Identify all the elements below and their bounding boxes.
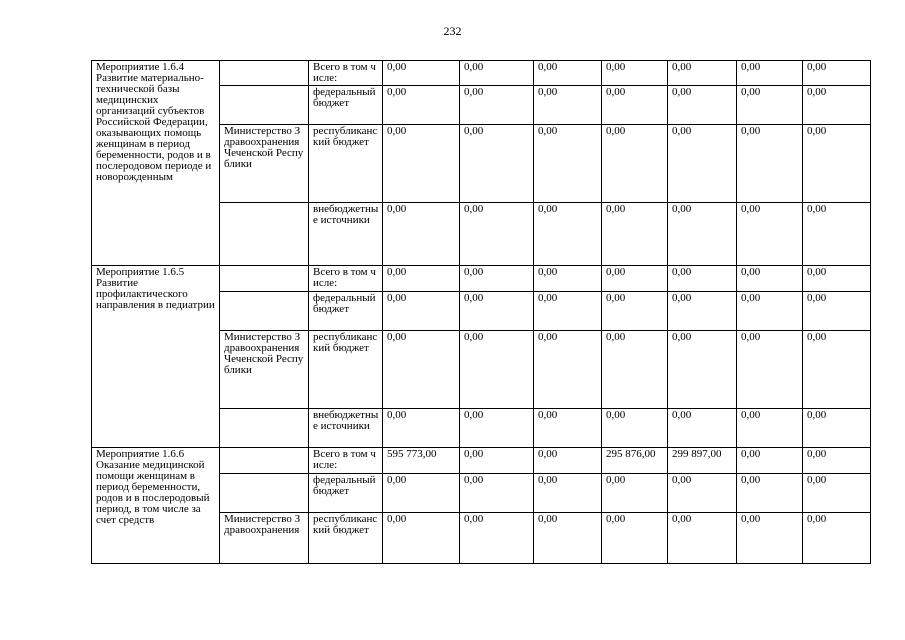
executor-empty-cell	[220, 203, 309, 266]
value-cell: 0,00	[803, 474, 871, 513]
value-cell: 0,00	[737, 292, 803, 331]
value-cell: 0,00	[534, 61, 602, 86]
value-cell: 0,00	[534, 203, 602, 266]
value-cell: 0,00	[460, 125, 534, 203]
value-cell: 0,00	[668, 474, 737, 513]
value-cell: 0,00	[737, 409, 803, 448]
value-cell: 0,00	[803, 409, 871, 448]
value-cell: 0,00	[534, 125, 602, 203]
value-cell: 0,00	[737, 61, 803, 86]
value-cell: 295 876,00	[602, 448, 668, 474]
value-cell: 0,00	[383, 125, 460, 203]
table-row	[92, 448, 871, 474]
value-cell: 0,00	[534, 86, 602, 125]
executor-cell: Министерство Здравоохранения Чеченской Республики	[220, 331, 309, 409]
value-cell: 0,00	[668, 292, 737, 331]
value-cell: 0,00	[383, 266, 460, 292]
value-cell: 0,00	[803, 448, 871, 474]
executor-empty-cell	[220, 61, 309, 86]
value-cell: 0,00	[460, 266, 534, 292]
value-cell: 0,00	[803, 61, 871, 86]
value-cell: 0,00	[668, 513, 737, 564]
value-cell: 0,00	[602, 203, 668, 266]
value-cell: 0,00	[668, 61, 737, 86]
value-cell: 0,00	[602, 409, 668, 448]
funding-source-cell: Всего в том числе:	[309, 266, 383, 292]
value-cell: 595 773,00	[383, 448, 460, 474]
value-cell: 0,00	[534, 448, 602, 474]
value-cell: 0,00	[460, 292, 534, 331]
value-cell: 0,00	[534, 409, 602, 448]
funding-source-cell: федеральный бюджет	[309, 474, 383, 513]
funding-source-cell: внебюджетные источники	[309, 409, 383, 448]
value-cell: 0,00	[668, 331, 737, 409]
table-row	[92, 266, 871, 292]
value-cell: 0,00	[383, 474, 460, 513]
value-cell: 0,00	[668, 266, 737, 292]
activity-title-cell: Мероприятие 1.6.6 Оказание медицинской помощи женщинам в период беременности, родов и в послеродовый период, в том числе за счет средств	[92, 448, 220, 564]
value-cell: 0,00	[737, 513, 803, 564]
executor-empty-cell	[220, 474, 309, 513]
funding-source-cell: федеральный бюджет	[309, 86, 383, 125]
value-cell: 0,00	[803, 266, 871, 292]
value-cell: 0,00	[534, 474, 602, 513]
value-cell: 0,00	[737, 203, 803, 266]
value-cell: 0,00	[460, 61, 534, 86]
value-cell: 0,00	[602, 292, 668, 331]
value-cell: 0,00	[460, 331, 534, 409]
value-cell: 0,00	[602, 125, 668, 203]
value-cell: 0,00	[534, 513, 602, 564]
value-cell: 0,00	[803, 513, 871, 564]
value-cell: 0,00	[460, 409, 534, 448]
activity-title-cell: Мероприятие 1.6.4 Развитие материально-технической базы медицинских организаций субъектов Российской Федерации, оказывающих помощь женщинам в период беременности, родов и в послеродовом периоде и новорожденным	[92, 61, 220, 266]
executor-empty-cell	[220, 266, 309, 292]
value-cell: 0,00	[668, 86, 737, 125]
value-cell: 0,00	[602, 266, 668, 292]
value-cell: 0,00	[602, 331, 668, 409]
page-number: 232	[443, 24, 462, 38]
value-cell: 0,00	[602, 61, 668, 86]
value-cell: 0,00	[460, 513, 534, 564]
value-cell: 0,00	[737, 448, 803, 474]
value-cell: 0,00	[602, 474, 668, 513]
value-cell: 0,00	[383, 203, 460, 266]
value-cell: 0,00	[668, 409, 737, 448]
value-cell: 0,00	[534, 266, 602, 292]
value-cell: 0,00	[668, 203, 737, 266]
value-cell: 0,00	[383, 292, 460, 331]
value-cell: 0,00	[737, 125, 803, 203]
value-cell: 0,00	[803, 331, 871, 409]
value-cell: 299 897,00	[668, 448, 737, 474]
funding-source-cell: республиканский бюджет	[309, 125, 383, 203]
funding-source-cell: республиканский бюджет	[309, 331, 383, 409]
value-cell: 0,00	[534, 292, 602, 331]
value-cell: 0,00	[383, 409, 460, 448]
value-cell: 0,00	[460, 474, 534, 513]
value-cell: 0,00	[383, 331, 460, 409]
value-cell: 0,00	[803, 203, 871, 266]
value-cell: 0,00	[803, 292, 871, 331]
value-cell: 0,00	[460, 86, 534, 125]
executor-empty-cell	[220, 409, 309, 448]
value-cell: 0,00	[383, 86, 460, 125]
value-cell: 0,00	[383, 513, 460, 564]
executor-empty-cell	[220, 448, 309, 474]
activity-title-cell: Мероприятие 1.6.5 Развитие профилактического направления в педиатрии	[92, 266, 220, 448]
value-cell: 0,00	[534, 331, 602, 409]
table-row	[92, 61, 871, 86]
funding-source-cell: внебюджетные источники	[309, 203, 383, 266]
value-cell: 0,00	[602, 86, 668, 125]
funding-source-cell: федеральный бюджет	[309, 292, 383, 331]
budget-table	[91, 60, 871, 564]
value-cell: 0,00	[737, 474, 803, 513]
value-cell: 0,00	[668, 125, 737, 203]
executor-empty-cell	[220, 86, 309, 125]
funding-source-cell: Всего в том числе:	[309, 448, 383, 474]
funding-source-cell: Всего в том числе:	[309, 61, 383, 86]
value-cell: 0,00	[460, 203, 534, 266]
value-cell: 0,00	[460, 448, 534, 474]
value-cell: 0,00	[737, 266, 803, 292]
executor-cell: Министерство Здравоохранения Чеченской Республики	[220, 125, 309, 203]
funding-source-cell: республиканский бюджет	[309, 513, 383, 564]
executor-empty-cell	[220, 292, 309, 331]
value-cell: 0,00	[737, 86, 803, 125]
executor-cell: Министерство Здравоохранения	[220, 513, 309, 564]
value-cell: 0,00	[803, 86, 871, 125]
value-cell: 0,00	[602, 513, 668, 564]
value-cell: 0,00	[803, 125, 871, 203]
value-cell: 0,00	[737, 331, 803, 409]
value-cell: 0,00	[383, 61, 460, 86]
